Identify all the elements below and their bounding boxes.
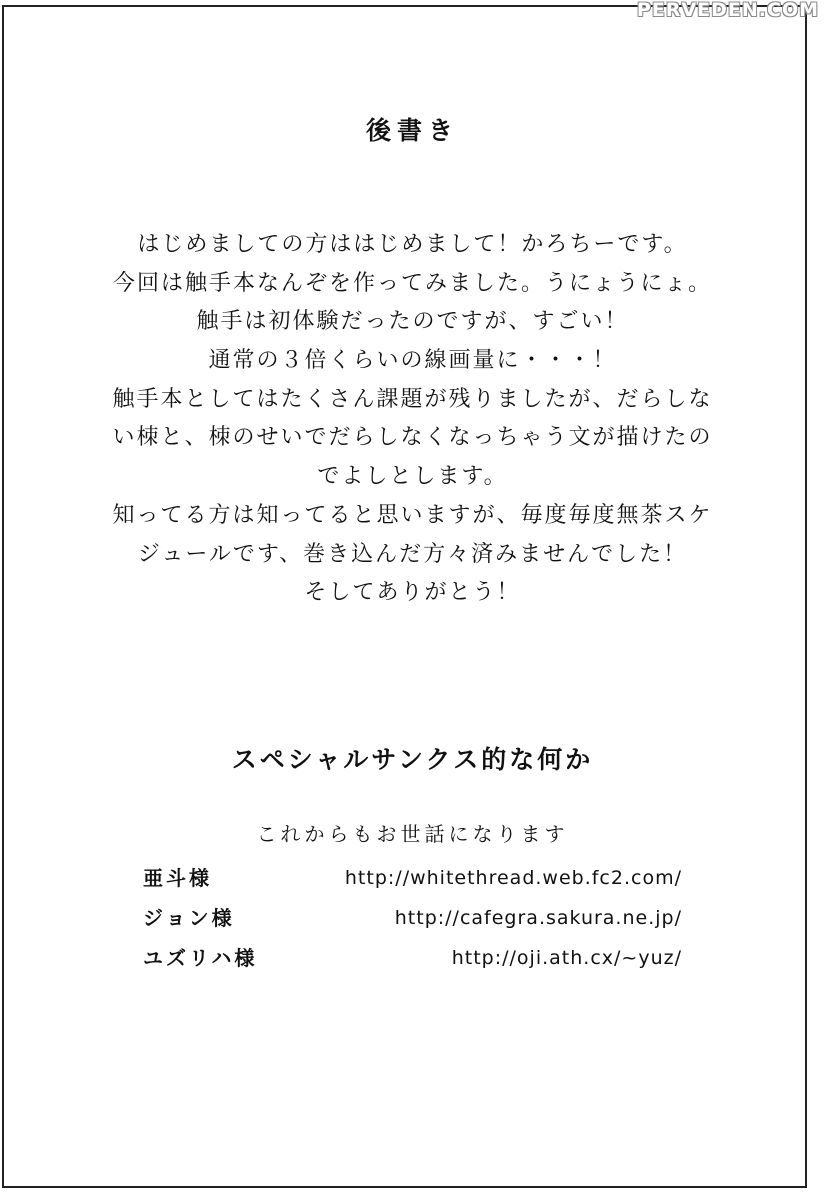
body-line: 触手は初体験だったのですが、すごい！ xyxy=(196,309,629,335)
afterword-body xyxy=(20,226,805,613)
body-line: 通常の３倍くらいの線画量に・・・！ xyxy=(208,348,617,374)
credit-url: http://oji.ath.cx/~yuz/ xyxy=(451,947,682,969)
special-thanks-heading: スペシャルサンクス的な何か xyxy=(231,745,594,774)
body-line: 今回は触手本なんぞを作ってみました。うにょうにょ。 xyxy=(112,270,713,296)
credit-url: http://whitethread.web.fc2.com/ xyxy=(344,867,682,889)
credit-row xyxy=(0,902,825,934)
credit-row xyxy=(0,942,825,974)
credit-url: http://cafegra.sakura.ne.jp/ xyxy=(394,907,682,929)
body-line: 知ってる方は知ってると思いますが、毎度毎度無茶スケ xyxy=(112,502,713,528)
credit-name: 亜斗様 xyxy=(143,866,212,890)
credit-row xyxy=(0,862,825,894)
special-thanks-subheading: これからもお世話になります xyxy=(256,822,569,846)
body-line: 触手本としてはたくさん課題が残りましたが、だらしな xyxy=(112,386,713,412)
body-line: でよしとします。 xyxy=(317,464,508,490)
page-title: 後書き xyxy=(365,116,459,145)
body-line: い栜と、栜のせいでだらしなくなっちゃう文が描けたの xyxy=(112,425,713,451)
credit-name: ジョン様 xyxy=(143,906,235,930)
credit-name: ユズリハ様 xyxy=(143,946,258,970)
body-line: ジュールです、巻き込んだ方々済みませんでした！ xyxy=(137,541,688,567)
watermark: PERVEDEN.COM xyxy=(636,0,819,21)
body-line: そしてありがとう！ xyxy=(304,580,521,606)
body-line: はじめましての方ははじめまして！かろちーです。 xyxy=(137,232,688,257)
